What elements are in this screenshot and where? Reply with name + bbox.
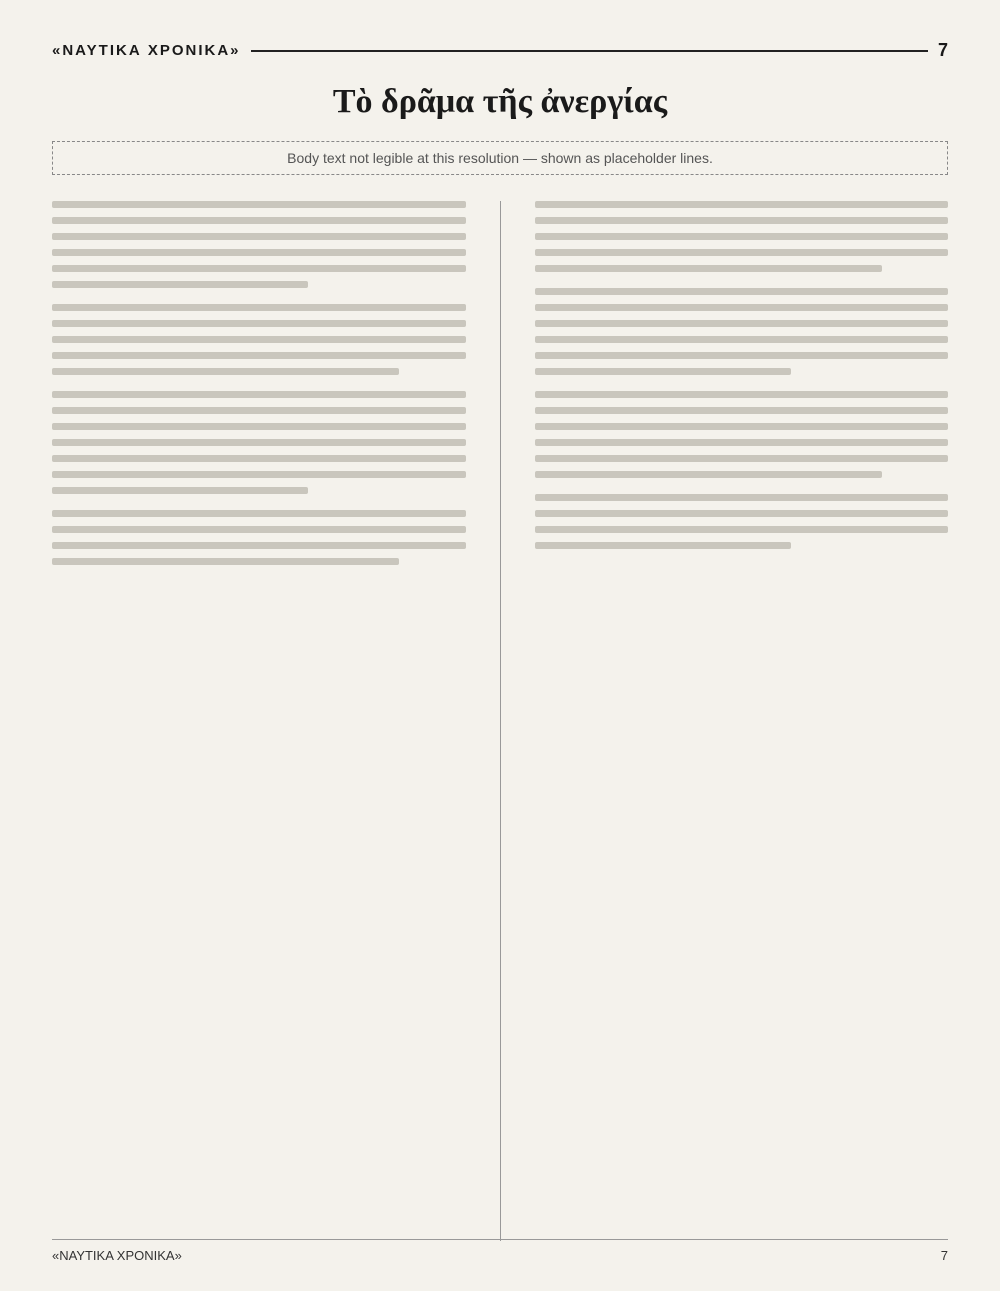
text-line-placeholder — [52, 201, 466, 208]
paragraph-placeholder — [535, 288, 949, 375]
text-line-placeholder — [52, 304, 466, 311]
column-left — [52, 201, 466, 1241]
text-line-placeholder — [52, 471, 466, 478]
text-line-placeholder — [52, 233, 466, 240]
text-line-placeholder — [52, 336, 466, 343]
text-line-placeholder — [52, 391, 466, 398]
article-title: Τὸ δρᾶμα τῆς ἀνεργίας — [332, 83, 668, 120]
paragraph-placeholder — [535, 391, 949, 478]
paragraph-placeholder — [52, 391, 466, 494]
text-line-placeholder — [535, 201, 949, 208]
text-line-placeholder — [535, 265, 882, 272]
text-line-placeholder — [52, 439, 466, 446]
text-line-placeholder — [52, 249, 466, 256]
footer-publication: «ΝΑΥΤΙΚΑ ΧΡΟΝΙΚΑ» — [52, 1248, 182, 1263]
text-line-placeholder — [535, 368, 791, 375]
text-line-placeholder — [535, 439, 949, 446]
text-line-placeholder — [535, 233, 949, 240]
text-line-placeholder — [535, 352, 949, 359]
illegible-notice: Body text not legible at this resolution — shown as placeholder lines. — [52, 141, 948, 175]
text-line-placeholder — [535, 510, 949, 517]
text-line-placeholder — [52, 510, 466, 517]
text-line-placeholder — [52, 487, 308, 494]
text-line-placeholder — [52, 407, 466, 414]
publication-name: «ΝΑΥΤΙΚΑ ΧΡΟΝΙΚΑ» — [52, 42, 241, 59]
text-line-placeholder — [535, 217, 949, 224]
paragraph-placeholder — [52, 510, 466, 565]
article-columns — [52, 201, 948, 1241]
text-line-placeholder — [535, 407, 949, 414]
text-line-placeholder — [535, 249, 949, 256]
text-line-placeholder — [535, 304, 949, 311]
text-line-placeholder — [52, 281, 308, 288]
page-footer — [52, 1239, 948, 1263]
text-line-placeholder — [535, 471, 882, 478]
text-line-placeholder — [52, 455, 466, 462]
text-line-placeholder — [52, 352, 466, 359]
text-line-placeholder — [52, 542, 466, 549]
text-line-placeholder — [535, 542, 791, 549]
footer-page-number: 7 — [940, 1248, 948, 1263]
text-line-placeholder — [52, 368, 399, 375]
page-number: 7 — [937, 40, 948, 60]
text-line-placeholder — [52, 558, 399, 565]
paragraph-placeholder — [535, 201, 949, 272]
text-line-placeholder — [535, 455, 949, 462]
text-line-placeholder — [52, 217, 466, 224]
paragraph-placeholder — [535, 494, 949, 549]
column-right — [500, 201, 949, 1241]
masthead-rule — [251, 50, 928, 52]
text-line-placeholder — [52, 320, 466, 327]
text-line-placeholder — [535, 320, 949, 327]
masthead — [52, 40, 948, 61]
text-line-placeholder — [535, 288, 949, 295]
text-line-placeholder — [52, 265, 466, 272]
text-line-placeholder — [535, 526, 949, 533]
text-line-placeholder — [535, 423, 949, 430]
paragraph-placeholder — [52, 304, 466, 375]
text-line-placeholder — [52, 423, 466, 430]
paragraph-placeholder — [52, 201, 466, 288]
text-line-placeholder — [535, 391, 949, 398]
text-line-placeholder — [52, 526, 466, 533]
text-line-placeholder — [535, 494, 949, 501]
text-line-placeholder — [535, 336, 949, 343]
